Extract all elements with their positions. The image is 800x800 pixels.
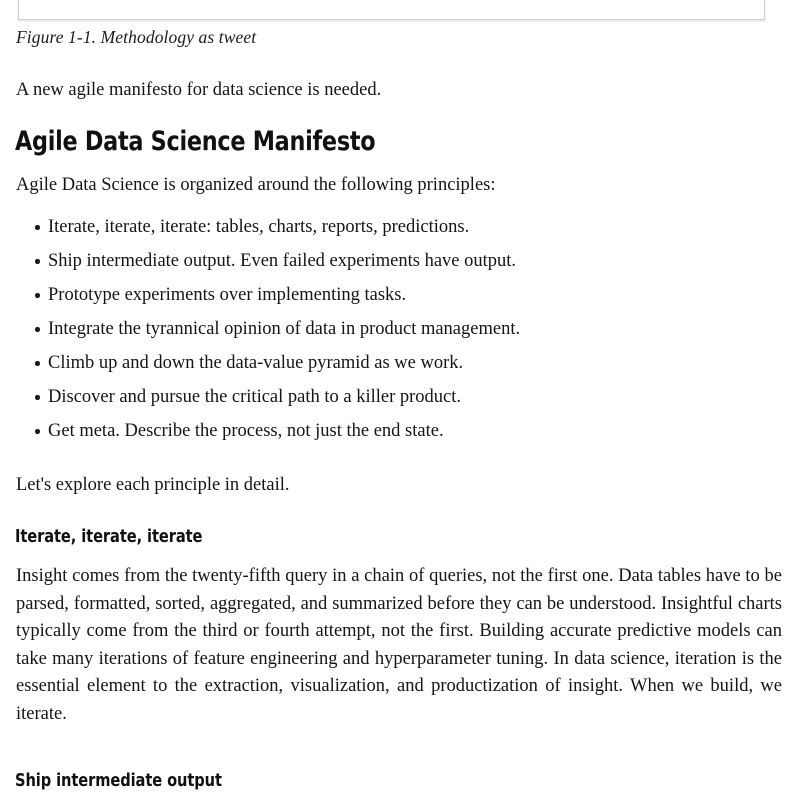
- list-item: [16, 318, 756, 352]
- page-title: Agile Data Science Manifesto: [15, 126, 376, 157]
- list-item: [16, 352, 756, 386]
- list-item-label: Iterate, iterate, iterate: tables, charts, reports, predictions.: [48, 217, 470, 237]
- section-intro-paragraph: Agile Data Science is organized around the following principles:: [16, 175, 496, 195]
- list-item: [16, 284, 756, 318]
- bullet-icon: [35, 429, 40, 434]
- list-item: [16, 216, 756, 250]
- list-item-label: Discover and pursue the critical path to a killer product.: [48, 387, 462, 407]
- figure-caption: Figure 1-1. Methodology as tweet: [16, 27, 257, 47]
- methodology-tweet-figure: [18, 0, 765, 20]
- subsection-heading-ship: Ship intermediate output: [15, 771, 222, 791]
- lead-paragraph: A new agile manifesto for data science is needed.: [16, 80, 382, 100]
- bullet-icon: [35, 293, 40, 298]
- subsection-heading-iterate: Iterate, iterate, iterate: [15, 527, 203, 547]
- list-item-label: Prototype experiments over implementing tasks.: [48, 285, 407, 305]
- section-closing-paragraph: Let's explore each principle in detail.: [16, 475, 290, 495]
- list-item-label: Integrate the tyrannical opinion of data in product management.: [48, 319, 521, 339]
- list-item-label: Ship intermediate output. Even failed experiments have output.: [48, 251, 517, 271]
- list-item-label: Climb up and down the data-value pyramid as we work.: [48, 353, 464, 373]
- bullet-icon: [35, 327, 40, 332]
- bullet-icon: [35, 259, 40, 264]
- list-item: [16, 250, 756, 284]
- list-item: [16, 420, 756, 454]
- subsection-body-iterate: Insight comes from the twenty-fifth query in a chain of queries, not the first one. Data tables have to be parsed, formatted, sorted, aggregated, and summarized before they can be understood. Insightful charts typically come from the third or fourth attempt, not the first. Building accurate predictive models can take many iterations of feature engineering and hyperparameter tuning. In data science, iteration is the essential element to the extraction, visualization, and productization of insight. When we build, we iterate.: [16, 566, 782, 724]
- bullet-icon: [35, 225, 40, 230]
- bullet-icon: [35, 361, 40, 366]
- bullet-icon: [35, 395, 40, 400]
- list-item: [16, 386, 756, 420]
- principles-list: [16, 216, 756, 454]
- list-item-label: Get meta. Describe the process, not just the end state.: [48, 421, 444, 441]
